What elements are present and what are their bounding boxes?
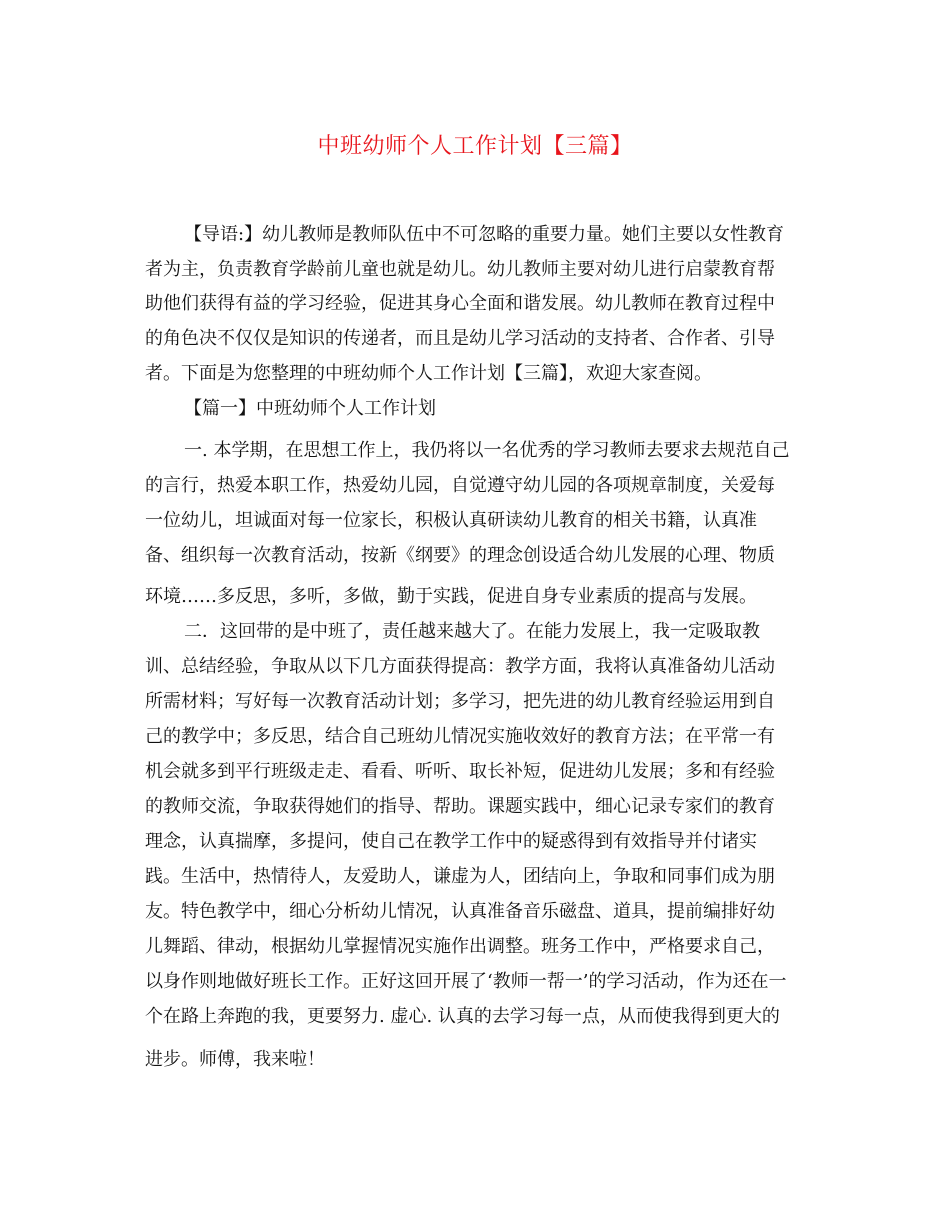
section-heading: 【篇一】中班幼师个人工作计划 [184,398,436,419]
text-line: 训、总结经验，争取从以下几方面获得提高：教学方面，我将认真准备幼儿活动 [145,656,775,677]
text-line: 环境……多反思，多听，多做，勤于实践，促进自身专业素质的提高与发展。 [145,586,757,607]
text-line: 的教师交流，争取获得她们的指导、帮助。课题实践中，细心记录专家们的教育 [145,796,775,817]
text-line: 践。生活中，热情待人，友爱助人，谦虚为人，团结向上，争取和同事们成为朋 [145,866,775,887]
text-line: 友。特色教学中，细心分析幼儿情况，认真准备音乐磁盘、道具，提前编排好幼 [145,901,775,922]
text-line: 者。下面是为您整理的中班幼师个人工作计划【三篇】，欢迎大家查阅。 [145,363,712,384]
text-line: 的角色决不仅仅是知识的传递者，而且是幼儿学习活动的支持者、合作者、引导 [145,328,775,349]
text-line: 【导语:】幼儿教师是教师队伍中不可忽略的重要力量。她们主要以女性教育 [184,224,785,245]
text-line: 所需材料；写好每一次教育活动计划；多学习，把先进的幼儿教育经验运用到自 [145,691,775,712]
text-line: 助他们获得有益的学习经验，促进其身心全面和谐发展。幼儿教师在教育过程中 [145,293,775,314]
text-line: 进步。师傅，我来啦！ [145,1049,325,1070]
text-line: 的言行，热爱本职工作，热爱幼儿园，自觉遵守幼儿园的各项规章制度，关爱每 [145,475,775,496]
text-line: 个在路上奔跑的我，更要努力. 虚心. 认真的去学习每一点，从而使我得到更大的 [145,1006,780,1027]
text-line: 二．这回带的是中班了，责任越来越大了。在能力发展上，我一定吸取教 [184,621,760,642]
text-line: 者为主，负责教育学龄前儿童也就是幼儿。幼儿教师主要对幼儿进行启蒙教育帮 [145,259,775,280]
text-line: 一位幼儿，坦诚面对每一位家长，积极认真研读幼儿教育的相关书籍，认真准 [145,510,757,531]
text-line: 儿舞蹈、律动，根据幼儿掌握情况实施作出调整。班务工作中，严格要求自己， [145,936,775,957]
document-title: 中班幼师个人工作计划【三篇】 [317,134,633,159]
text-line: 机会就多到平行班级走走、看看、听听、取长补短，促进幼儿发展；多和有经验 [145,761,775,782]
text-line: 己的教学中；多反思，结合自己班幼儿情况实施收效好的教育方法；在平常一有 [145,726,775,747]
text-line: 理念，认真揣摩，多提问，使自己在教学工作中的疑惑得到有效指导并付诸实 [145,831,757,852]
text-line: 备、组织每一次教育活动，按新《纲要》的理念创设适合幼儿发展的心理、物质 [145,545,775,566]
text-line: 以身作则地做好班长工作。正好这回开展了‘教师一帮一’的学习活动，作为还在一 [145,971,787,992]
text-line: 一. 本学期，在思想工作上，我仍将以一名优秀的学习教师去要求去规范自己 [184,440,790,461]
